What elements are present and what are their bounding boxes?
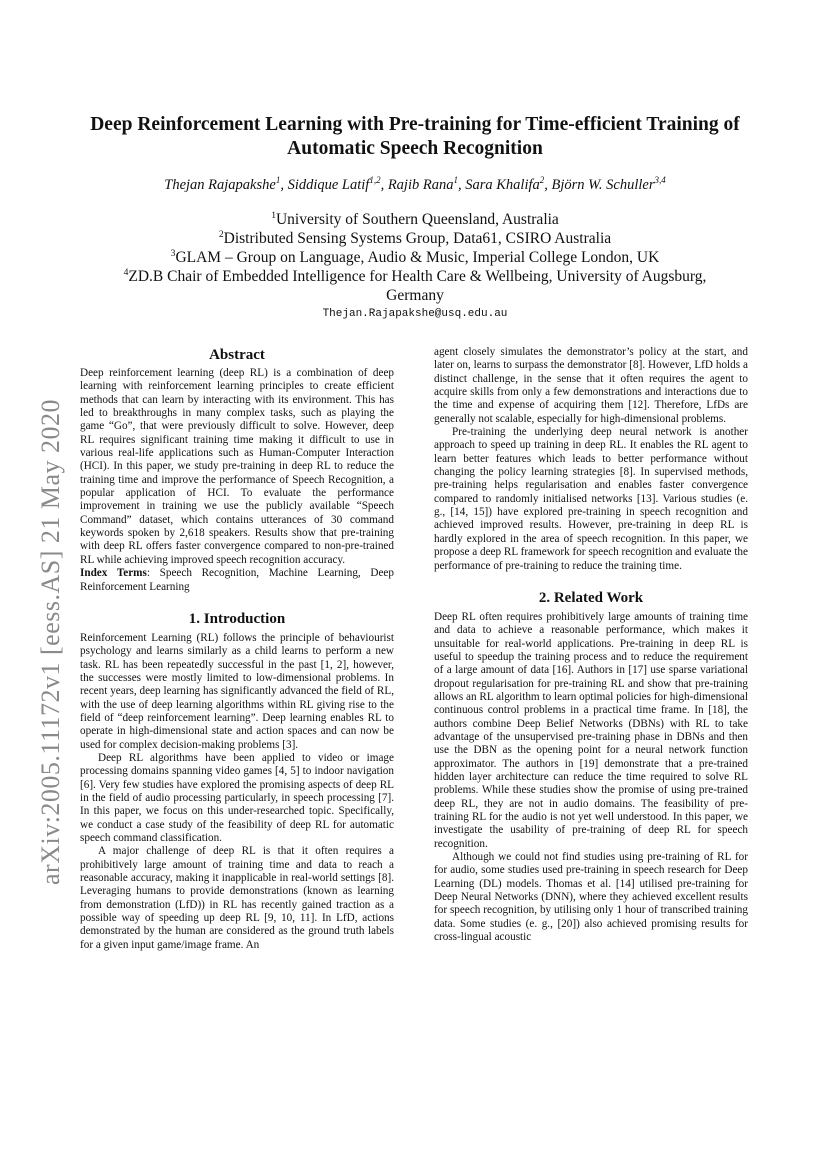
affiliation-3: $^3$GLAM – Group on Language, Audio & Music, Imperial College London, UK <box>170 247 660 266</box>
author-name: Rajib Rana <box>387 177 454 193</box>
index-terms-label: Index Terms <box>80 567 147 580</box>
affiliation-4: $^4$ZD.B Chair of Embedded Intelligence for Health Care & Wellbeing, University of Augsburg, <box>123 266 707 285</box>
abstract-heading: Abstract <box>209 347 265 363</box>
intro-paragraph-3: A major challenge of deep RL is that it often requires a prohibitively large amount of training time and data to reach a reasonable accuracy, making it inapplicable in real-world settings [8]. Leveraging humans to provide demonstrations (known as learning from demonstration (LfD)) in RL has recently gained traction as a possible way of speeding up deep RL [9, 10, 11]. In LfD, actions demonstrated by the human are considered as the ground truth labels for a given input game/image frame. An <box>80 845 394 951</box>
paper-title <box>70 113 760 161</box>
index-terms <box>80 567 394 594</box>
contact-email[interactable]: Thejan.Rajapakshe@usq.edu.au <box>322 308 508 320</box>
left-column <box>80 346 394 952</box>
arxiv-identifier: arXiv:2005.11172v1 [eess.AS] 21 May 2020 <box>36 398 65 885</box>
author-name: Thejan Rajapakshe <box>164 177 276 193</box>
intro-heading: 1. Introduction <box>188 610 286 627</box>
right-paragraph-1: agent closely simulates the demonstrator’s policy at the start, and later on, learns to surpass the demonstrator [8]. However, LfD holds a distinct challenge, in the sense that it often requires the agent to acquire skills from only a few demonstrations and interactions due to the time and expense of acquiring them [12]. Therefore, LfDs are generally not scalable, especially for high-dimensional problems. <box>434 346 748 425</box>
author-list: Thejan Rajapakshe$^1$, Siddique Latif$^{1,2}$, Rajib Rana$^1$, Sara Khalifa$^2$, Björn W. Schuller$^{3,4}$ <box>164 175 666 193</box>
abstract-text: Deep reinforcement learning (deep RL) is a combination of deep learning with reinforcement learning principles to create efficient methods that can learn by interacting with its environment. This has led to breakthroughs in many complex tasks, such as playing the game “Go”, that were previously difficult to solve. However, deep RL requires significant training time making it difficult to use in various real-life applications such as Human-Computer Interaction (HCI). In this paper, we study pre-training in deep RL to reduce the training time and improve the performance of Speech Recognition, a popular application of HCI. To evaluate the performance improvement in training we use the publicly available “Speech Command” dataset, which contains utterances of 30 command keywords spoken by 2,618 speakers. Results show that pre-training with deep RL offers faster convergence compared to non-pre-trained RL while achieving improved speech recognition accuracy. <box>80 367 394 566</box>
author-affil-mark: 1 <box>453 175 458 186</box>
arxiv-sidebar <box>18 345 65 885</box>
title-line-1: Deep Reinforcement Learning with Pre-training for Time-efficient Training of <box>90 114 740 135</box>
author-affil-mark: 2 <box>539 175 545 186</box>
author-affil-mark: 3,4 <box>654 175 666 186</box>
author-name: Björn W. Schuller <box>551 177 655 193</box>
author-name: Siddique Latif <box>287 177 370 193</box>
right-column <box>434 346 748 944</box>
right-paragraph-2: Pre-training the underlying deep neural network is another approach to speed up training in deep RL. It enables the RL agent to learn better features which leads to better performance without changing the policy learning strategies [8]. In supervised methods, pre-training helps regularisation and enables faster convergence compared to randomly initialised networks [13]. Various studies (e. g., [14, 15]) have explored pre-training in speech recognition and achieved improved results. However, pre-training in deep RL is hardly explored in the area of speech recognition. In this paper, we propose a deep RL framework for speech recognition and evaluate the performance of pre-training to reduce the training time. <box>434 426 748 572</box>
affiliation-4-continued: Germany <box>386 287 444 304</box>
author-affil-mark: 1,2 <box>369 175 381 186</box>
index-terms-text: : Speech Recognition, Machine Learning, Deep Reinforcement Learning <box>80 567 394 593</box>
author-name: Sara Khalifa <box>465 177 540 193</box>
related-paragraph-2: Although we could not find studies using pre-training of RL for for audio, some studies used pre-training in speech research for Deep Learning (DL) models. Thomas et al. [14] utilised pre-training for Deep Neural Networks (DNN), where they achieved excellent results for speech recognition, by utilising only 1 hour of transcribed training data. Some studies (e. g., [20]) also achieved promising results for cross-lingual acoustic <box>434 851 748 944</box>
related-work-heading: 2. Related Work <box>538 589 644 606</box>
intro-paragraph-1: Reinforcement Learning (RL) follows the principle of behaviourist psychology and learns similarly as a child learns to perform a new task. RL has been repeatedly successful in the past [1, 2], however, the successes were mostly limited to low-dimensional problems. In recent years, deep learning has significantly advanced the field of RL, with the use of deep learning algorithms within RL giving rise to the field of “deep reinforcement learning”. Deep learning enables RL to operate in high-dimensional state and action spaces and can now be used for complex decision-making problems [3]. <box>80 631 394 751</box>
author-affil-mark: 1 <box>275 175 281 186</box>
intro-paragraph-2: Deep RL algorithms have been applied to video or image processing domains spanning video games [4, 5] to indoor navigation [6]. Very few studies have explored the promising aspects of deep RL in the field of audio processing particularly, in speech processing [7]. In this paper, we focus on this under-researched topic. Specifically, we conduct a case study of the feasibility of deep RL for automatic speech command classification. <box>80 751 394 844</box>
affiliation-1: $^1$University of Southern Queensland, Australia <box>271 209 559 228</box>
affiliation-2: $^2$Distributed Sensing Systems Group, Data61, CSIRO Australia <box>218 228 612 247</box>
related-paragraph-1: Deep RL often requires prohibitively large amounts of training time and data to achieve a reasonable performance, which makes it unsuitable for real-world applications. Pre-training in deep RL is useful to speedup the training process and to reduce the requirement of a large amount of data [16]. Authors in [17] use sparse variational dropout regularisation for pre-training RL and show that pre-training allows an RL algorithm to learn optimal policies for high-dimensional continuous control problems in a practical time frame. In [18], the authors combine Deep Belief Networks (DBNs) with RL to take advantage of the unsupervised pre-training phase in DBNs and then use the DBN as the opening point for a neural network function approximator. The authors in [19] demonstrate that a pre-trained hidden layer architecture can reduce the time required to solve RL problems. While these studies show the promise of using pre-trained deep RL, they are not in audio domains. The feasibility of pre-training RL for the audio is not yet well understood. In this paper, we investigate the usability of pre-training of deep RL for speech recognition. <box>434 610 748 850</box>
title-line-2: Automatic Speech Recognition <box>287 138 543 159</box>
